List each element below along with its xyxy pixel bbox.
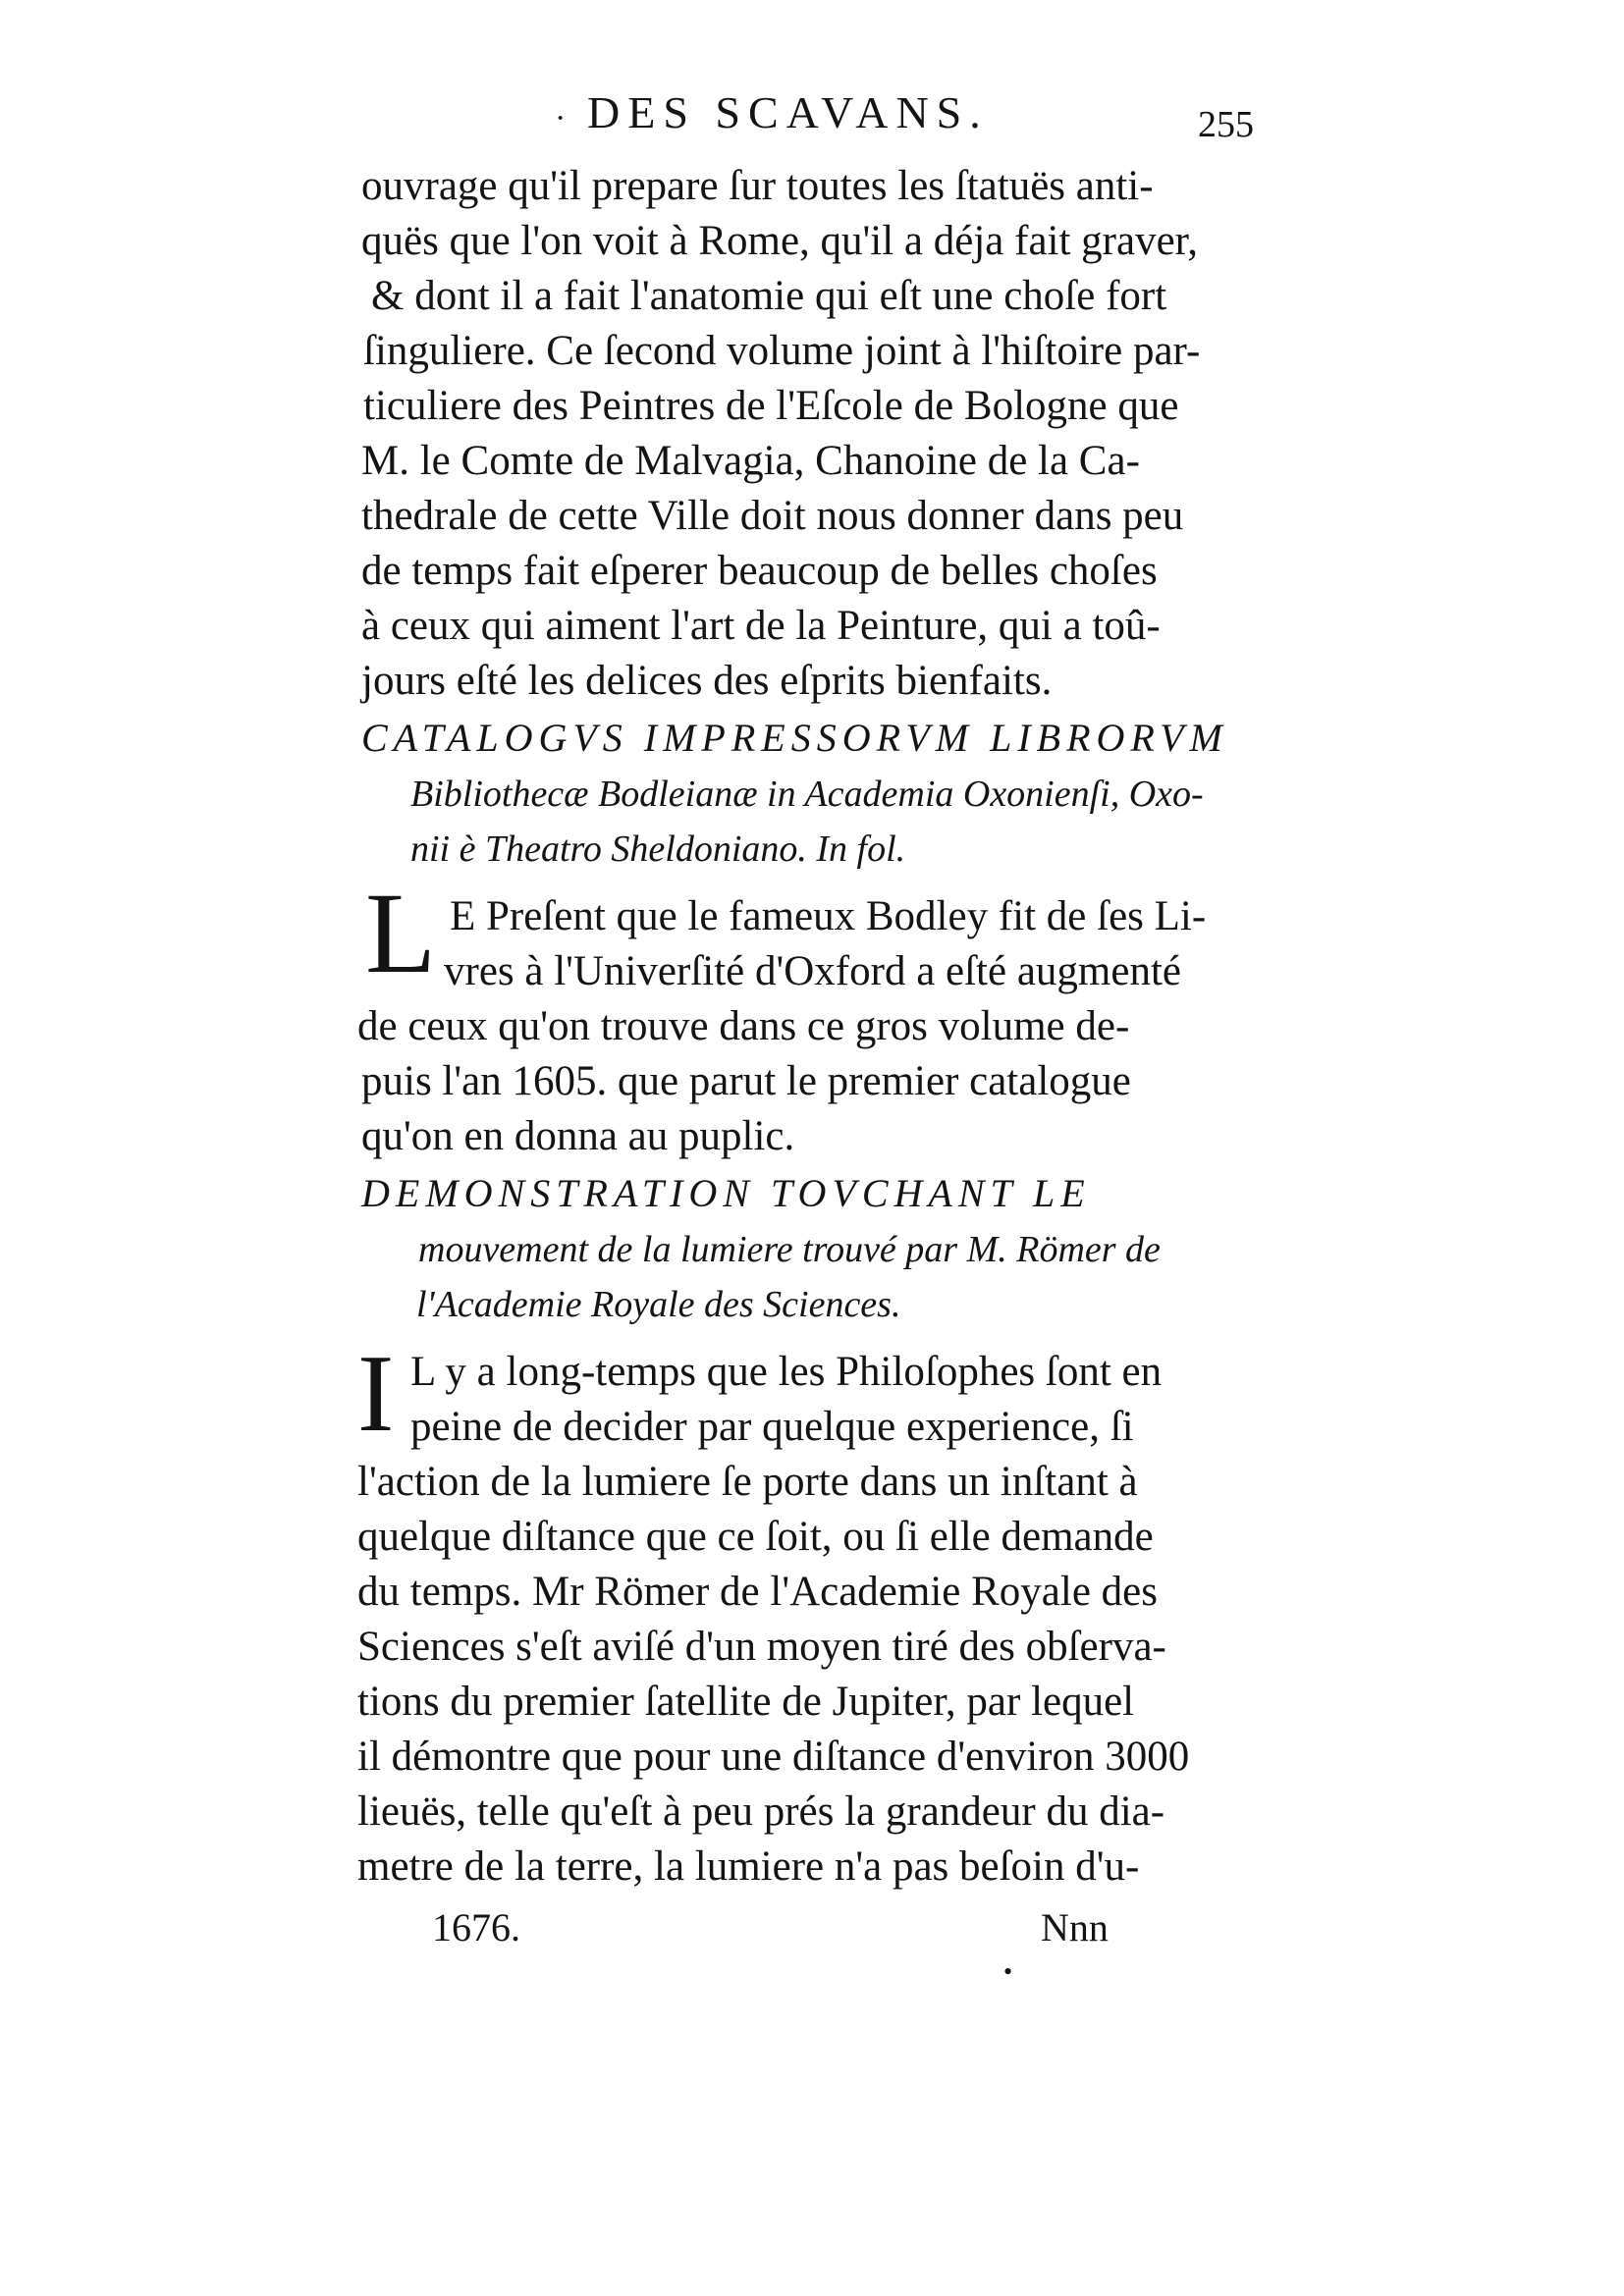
section-1-line: puis l'an 1605. que parut le premier catalogue <box>361 1058 1131 1104</box>
paragraph-1-line: ticuliere des Peintres de l'Eſcole de Bologne que <box>363 383 1179 429</box>
section-2-line: quelque diſtance que ce ſoit, ou ſi elle demande <box>357 1514 1154 1560</box>
section-1-line: vres à l'Univerſité d'Oxford a eſté augmenté <box>444 948 1181 994</box>
section-2-subheading: l'Academie Royale des Sciences. <box>416 1284 901 1325</box>
header-separator: · <box>555 100 567 136</box>
section-1-subheading: nii è Theatro Sheldoniano. In fol. <box>410 828 906 870</box>
section-2-line: du temps. Mr Römer de l'Academie Royale des <box>357 1569 1158 1615</box>
signature-mark: Nnn <box>1041 1905 1109 1949</box>
section-1-heading: CATALOGVS IMPRESSORVM LIBRORVM <box>361 716 1228 760</box>
section-1-line: E Preſent que le fameux Bodley fit de ſes Li- <box>450 893 1207 939</box>
section-1-line: de ceux qu'on trouve dans ce gros volume de- <box>357 1003 1130 1049</box>
section-2-line: il démontre que pour une diſtance d'environ 3000 <box>357 1734 1190 1780</box>
section-1-line: qu'on en donna au puplic. <box>361 1113 795 1159</box>
section-2-line: peine de decider par quelque experience, ſi <box>410 1404 1134 1450</box>
paragraph-1-line: thedrale de cette Ville doit nous donner dans peu <box>361 493 1184 539</box>
running-title: DES SCAVANS. <box>587 87 989 137</box>
paragraph-1-line: de temps fait eſperer beaucoup de belles choſes <box>361 548 1158 594</box>
paragraph-1-line: ouvrage qu'il prepare ſur toutes les ſtatuës anti- <box>361 163 1154 209</box>
footer-year: 1676. <box>432 1905 520 1949</box>
section-2-heading: DEMONSTRATION TOVCHANT LE <box>361 1171 1091 1215</box>
section-2-line: L y a long-temps que les Philoſophes ſont en <box>410 1349 1163 1395</box>
section-2-line: lieuës, telle qu'eſt à peu prés la grandeur du dia- <box>357 1789 1165 1835</box>
drop-cap: L <box>365 869 437 997</box>
paragraph-1-line: quës que l'on voit à Rome, qu'il a déja fait graver, <box>361 218 1199 264</box>
section-1-subheading: Bibliothecæ Bodleianæ in Academia Oxonienſi, Oxo- <box>410 774 1204 815</box>
paragraph-1-line: à ceux qui aiment l'art de la Peinture, qui a toû- <box>361 603 1161 649</box>
section-2-line: metre de la terre, la lumiere n'a pas beſoin d'u- <box>357 1843 1140 1890</box>
footer-dot: • <box>1003 1957 1013 1986</box>
paragraph-1-line: ſinguliere. Ce ſecond volume joint à l'hiſtoire par- <box>363 328 1201 374</box>
drop-cap: I <box>357 1333 395 1455</box>
section-2-line: Sciences s'eſt aviſé d'un moyen tiré des obſerva- <box>357 1624 1166 1670</box>
section-2-line: tions du premier ſatellite de Jupiter, par lequel <box>357 1679 1135 1725</box>
section-2-line: l'action de la lumiere ſe porte dans un inſtant à <box>357 1459 1138 1505</box>
section-2-subheading: mouvement de la lumiere trouvé par M. Römer de <box>418 1229 1161 1270</box>
paragraph-1-line: jours eſté les delices des eſprits bienfaits. <box>361 658 1053 704</box>
paragraph-1-line: & dont il a fait l'anatomie qui eſt une choſe fort <box>371 273 1167 319</box>
paragraph-1-line: M. le Comte de Malvagia, Chanoine de la Ca- <box>361 438 1140 484</box>
page-number: 255 <box>1198 104 1254 145</box>
